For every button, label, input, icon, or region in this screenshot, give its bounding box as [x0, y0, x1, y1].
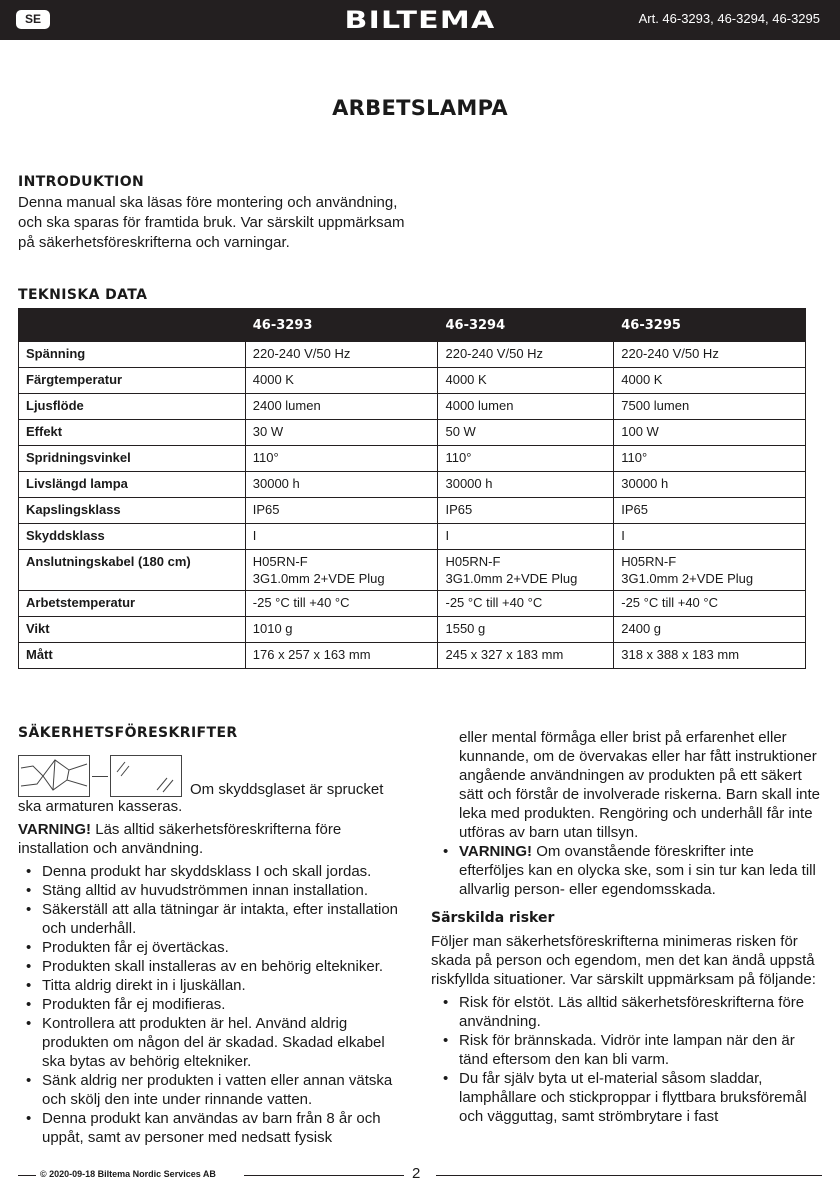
spec-value [614, 617, 806, 643]
spec-model: 46-3293 [245, 309, 438, 342]
page-title: ARBETSLAMPA [332, 96, 508, 120]
spec-value-line: 7500 lumen [621, 398, 690, 413]
spec-value [614, 524, 806, 550]
spec-value-line: 2400 g [621, 621, 662, 636]
warning2-text: Om ovanstående föreskrifter inte efterföljes kan en olycka ske, som i sin tur kan leda till allvarlig person- eller egendomsskada. [459, 843, 816, 898]
spec-row [19, 472, 806, 498]
spec-row [19, 394, 806, 420]
top-bar [0, 0, 840, 40]
symbol-dash [92, 776, 108, 777]
spec-value [614, 420, 806, 446]
spec-value-line: 30000 h [621, 476, 669, 491]
warning2-item [431, 842, 821, 899]
spec-value [245, 550, 438, 591]
spec-value [438, 591, 614, 617]
spec-value-line: 1010 g [252, 621, 293, 636]
spec-value-line: 220-240 V/50 Hz [621, 346, 719, 361]
spec-header-row [19, 309, 806, 342]
spec-model: 46-3295 [614, 309, 806, 342]
spec-value [245, 643, 438, 669]
spec-value [438, 524, 614, 550]
risk-item: • Risk för brännskada. Vidrör inte lampan när den är tänd eftersom den kan bli varm. [431, 1031, 821, 1069]
spec-value-line: 176 x 257 x 163 mm [252, 647, 371, 662]
spec-value [245, 591, 438, 617]
spec-label: Spänning [19, 342, 246, 368]
spec-value [438, 643, 614, 669]
risks-heading: Särskilda risker [431, 910, 555, 926]
spec-label: Vikt [19, 617, 246, 643]
safety-item: • Stäng alltid av huvudströmmen innan installation. [18, 881, 410, 900]
spec-value-line: H05RN-F [445, 554, 501, 569]
spec-value-line2: 3G1.0mm 2+VDE Plug [621, 571, 754, 586]
spec-value-line: 30000 h [445, 476, 493, 491]
spec-value-line: H05RN-F [252, 554, 308, 569]
risks-list [431, 993, 821, 1126]
spec-value [614, 591, 806, 617]
cracked-glass-icon [18, 755, 90, 797]
spec-value [245, 394, 438, 420]
intact-glass-icon [110, 755, 182, 797]
spec-value-line: 220-240 V/50 Hz [445, 346, 544, 361]
risk-item: • Du får själv byta ut el-material såsom sladdar, lamphållare och stickproppar i flyttbara bruksföremål och vägguttag, samt strömbrytare i fast [431, 1069, 821, 1126]
spec-label: Spridningsvinkel [19, 446, 246, 472]
spec-model: 46-3294 [438, 309, 614, 342]
spec-value-line2: 3G1.0mm 2+VDE Plug [252, 571, 385, 586]
spec-value-line: IP65 [621, 502, 648, 517]
safety-continued: eller mental förmåga eller brist på erfarenhet eller kunnande, om de övervakas eller har fått instruktioner angående användningen av produkten på ett säkert sätt och förstår de involverade riskerna. Barn skall inte leka med produkten. Rengöring och underhåll får inte utföras av barn utan tillsyn. [459, 729, 821, 841]
spec-value [614, 643, 806, 669]
safety-item: • Denna produkt har skyddsklass I och skall jordas. [18, 862, 410, 881]
warning2-list [431, 842, 821, 899]
spec-value [438, 394, 614, 420]
footer-copyright: © 2020-09-18 Biltema Nordic Services AB [40, 1169, 216, 1179]
safety-list [18, 862, 410, 1147]
spec-value-line: 4000 K [621, 372, 663, 387]
spec-value [245, 368, 438, 394]
spec-value [614, 498, 806, 524]
spec-row [19, 550, 806, 591]
spec-row [19, 524, 806, 550]
language-badge: SE [16, 10, 50, 29]
footer-rule-mid [244, 1175, 404, 1176]
safety-item: • Säkerställ att alla tätningar är intakta, efter installation och underhåll. [18, 900, 410, 938]
spec-label: Kapslingsklass [19, 498, 246, 524]
spec-value [245, 498, 438, 524]
spec-value-line: H05RN-F [621, 554, 677, 569]
spec-value [438, 446, 614, 472]
spec-value [245, 472, 438, 498]
safety-item: • Produkten får ej övertäckas. [18, 938, 410, 957]
safety-item: • Kontrollera att produkten är hel. Använd aldrig produkten om någon del är skadad. Skadad elkabel ska bytas av behörig eltekniker. [18, 1014, 410, 1071]
spec-value-line: IP65 [445, 502, 473, 517]
spec-row [19, 498, 806, 524]
intro-heading: INTRODUKTION [18, 174, 145, 190]
spec-value [438, 420, 614, 446]
spec-value-line: 110° [621, 450, 648, 465]
footer-rule-right [436, 1175, 822, 1176]
page-number: 2 [412, 1165, 421, 1182]
spec-value [245, 342, 438, 368]
spec-value [438, 472, 614, 498]
spec-label: Skyddsklass [19, 524, 246, 550]
spec-value-line: 318 x 388 x 183 mm [621, 647, 740, 662]
spec-value [245, 420, 438, 446]
spec-value [614, 368, 806, 394]
spec-header-blank [19, 309, 246, 342]
spec-value [614, 394, 806, 420]
glass-symbols [18, 753, 410, 797]
spec-value [245, 446, 438, 472]
glass-note: Om skyddsglaset är sprucket [190, 781, 384, 798]
spec-value [614, 550, 806, 591]
safety-item: • Titta aldrig direkt in i ljuskällan. [18, 976, 410, 995]
warning-label: VARNING! [18, 821, 92, 838]
spec-value-line: I [445, 528, 450, 543]
footer-rule-left [18, 1175, 36, 1176]
warning2-label: VARNING! [459, 843, 533, 860]
safety-column-left [18, 724, 410, 1147]
spec-label: Livslängd lampa [19, 472, 246, 498]
warning-text: Läs alltid säkerhetsföreskrifterna före installation och användning. [18, 821, 342, 857]
spec-value-line: IP65 [252, 502, 280, 517]
spec-label: Effekt [19, 420, 246, 446]
safety-item: • Produkten skall installeras av en behörig eltekniker. [18, 957, 410, 976]
spec-label: Arbetstemperatur [19, 591, 246, 617]
spec-value-line: 30 W [252, 424, 284, 439]
spec-value [438, 498, 614, 524]
spec-row [19, 368, 806, 394]
spec-value-line: -25 °C till +40 °C [445, 595, 543, 610]
spec-table [18, 308, 806, 669]
spec-row [19, 591, 806, 617]
spec-value-line: 4000 lumen [445, 398, 514, 413]
spec-row [19, 420, 806, 446]
spec-value [438, 368, 614, 394]
spec-value-line: -25 °C till +40 °C [621, 595, 718, 610]
tech-heading: TEKNISKA DATA [18, 287, 148, 303]
spec-value [438, 550, 614, 591]
risks-intro: Följer man säkerhetsföreskrifterna minimeras risken för skada på person och egendom, men det kan ändå uppstå riskfyllda situationer. Var särskilt uppmärksam på följande: [431, 933, 816, 988]
spec-label: Mått [19, 643, 246, 669]
spec-value [245, 524, 438, 550]
spec-value-line: 100 W [621, 424, 659, 439]
spec-value [614, 342, 806, 368]
spec-row [19, 446, 806, 472]
spec-value [614, 472, 806, 498]
spec-label: Färgtemperatur [19, 368, 246, 394]
spec-value-line: 30000 h [252, 476, 300, 491]
spec-value-line: 1550 g [445, 621, 486, 636]
safety-item: • Produkten får ej modifieras. [18, 995, 410, 1014]
spec-value-line: 220-240 V/50 Hz [252, 346, 351, 361]
spec-value-line: 110° [445, 450, 472, 465]
spec-label: Anslutningskabel (180 cm) [19, 550, 246, 591]
spec-value-line: I [621, 528, 625, 543]
spec-value [438, 342, 614, 368]
spec-value-line: 50 W [445, 424, 476, 439]
risk-item: • Risk för elstöt. Läs alltid säkerhetsföreskrifterna före användning. [431, 993, 821, 1031]
spec-value-line2: 3G1.0mm 2+VDE Plug [445, 571, 578, 586]
spec-value-line: -25 °C till +40 °C [252, 595, 350, 610]
spec-value-line: I [252, 528, 257, 543]
spec-row [19, 617, 806, 643]
warning-paragraph [18, 820, 410, 858]
safety-column-right [431, 728, 821, 1126]
brand-logo: BILTEMA [344, 6, 496, 34]
spec-value [438, 617, 614, 643]
spec-value [614, 446, 806, 472]
article-numbers: Art. 46-3293, 46-3294, 46-3295 [638, 11, 820, 26]
spec-value-line: 4000 K [252, 372, 294, 387]
spec-value-line: 4000 K [445, 372, 487, 387]
intro-text: Denna manual ska läsas före montering och användning, och ska sparas för framtida bruk. Var särskilt uppmärksam på säkerhetsföreskrifterna och varningar. [18, 194, 405, 251]
safety-heading: SÄKERHETSFÖRESKRIFTER [18, 725, 238, 741]
safety-item: • Sänk aldrig ner produkten i vatten eller annan vätska och skölj den inte under rinnande vatten. [18, 1071, 410, 1109]
spec-value-line: 2400 lumen [252, 398, 321, 413]
spec-value-line: 110° [252, 450, 279, 465]
spec-label: Ljusflöde [19, 394, 246, 420]
safety-item: • Denna produkt kan användas av barn från 8 år och uppåt, samt av personer med nedsatt fysisk [18, 1109, 410, 1147]
spec-row [19, 643, 806, 669]
glass-note-cont: ska armaturen kasseras. [18, 798, 183, 815]
spec-row [19, 342, 806, 368]
spec-value [245, 617, 438, 643]
spec-value-line: 245 x 327 x 183 mm [445, 647, 564, 662]
